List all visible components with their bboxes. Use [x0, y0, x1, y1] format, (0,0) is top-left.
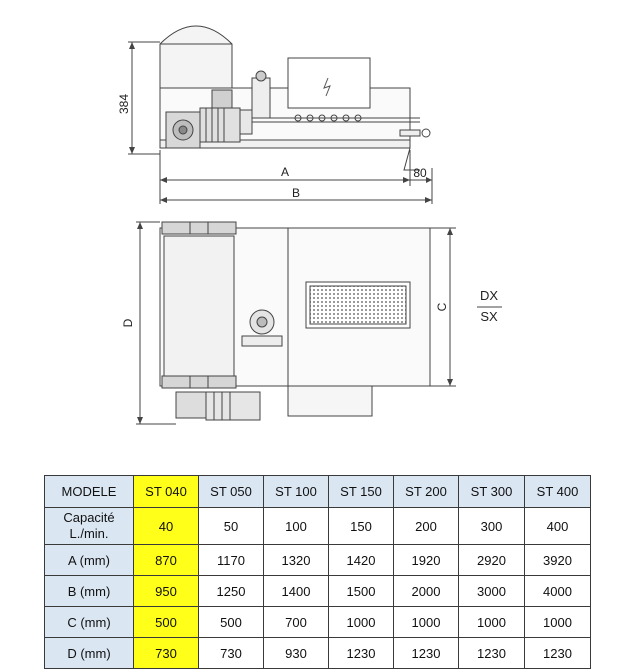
row-c [45, 607, 591, 638]
row-label-text: Capacité L./min. [63, 510, 115, 541]
row-label: D (mm) [45, 638, 134, 669]
row-d [45, 638, 591, 669]
table-cell: 870 [134, 545, 199, 576]
model-st200: ST 200 [394, 476, 459, 508]
table-cell: 1230 [394, 638, 459, 669]
table-cell: 3000 [459, 576, 525, 607]
table-cell: 2920 [459, 545, 525, 576]
table-cell: 500 [199, 607, 264, 638]
table-cell: 1250 [199, 576, 264, 607]
model-st050: ST 050 [199, 476, 264, 508]
side-sx-label: SX [480, 309, 498, 324]
table-cell: 3920 [525, 545, 591, 576]
table-cell: 930 [264, 638, 329, 669]
table-cell: 1420 [329, 545, 394, 576]
table-cell: 150 [329, 508, 394, 545]
table-cell: 1000 [394, 607, 459, 638]
table-cell: 100 [264, 508, 329, 545]
table-cell: 950 [134, 576, 199, 607]
dim-d-label: D [121, 318, 135, 328]
table-cell: 730 [134, 638, 199, 669]
side-dx-label: DX [479, 288, 499, 303]
table-cell: 40 [134, 508, 199, 545]
row-capacite [45, 508, 591, 545]
dim-height-label: 384 [117, 93, 131, 115]
row-b [45, 576, 591, 607]
table-cell: 2000 [394, 576, 459, 607]
table-cell: 300 [459, 508, 525, 545]
table-cell: 1230 [459, 638, 525, 669]
table-cell: 200 [394, 508, 459, 545]
row-label [45, 508, 134, 545]
row-a [45, 545, 591, 576]
table-cell: 4000 [525, 576, 591, 607]
table-cell: 500 [134, 607, 199, 638]
model-st300: ST 300 [459, 476, 525, 508]
model-spec-table [44, 475, 591, 669]
table-cell: 1400 [264, 576, 329, 607]
table-cell: 50 [199, 508, 264, 545]
model-st100: ST 100 [264, 476, 329, 508]
row-label: B (mm) [45, 576, 134, 607]
table-cell: 1230 [329, 638, 394, 669]
dim-a-label: A [280, 165, 290, 179]
top-view [136, 222, 502, 424]
table-cell: 700 [264, 607, 329, 638]
table-cell: 1000 [459, 607, 525, 638]
row-label: C (mm) [45, 607, 134, 638]
dim-80-label: 80 [413, 166, 427, 180]
table-cell: 1500 [329, 576, 394, 607]
header-label: MODELE [45, 476, 134, 508]
table-cell: 1170 [199, 545, 264, 576]
table-cell: 1230 [525, 638, 591, 669]
table-cell: 730 [199, 638, 264, 669]
table-cell: 1000 [329, 607, 394, 638]
model-st040: ST 040 [134, 476, 199, 508]
dim-c-label: C [435, 302, 449, 312]
table-cell: 400 [525, 508, 591, 545]
table-cell: 1920 [394, 545, 459, 576]
model-st150: ST 150 [329, 476, 394, 508]
row-label: A (mm) [45, 545, 134, 576]
dim-b-label: B [291, 186, 301, 200]
model-st400: ST 400 [525, 476, 591, 508]
header-row [45, 476, 591, 508]
table-cell: 1320 [264, 545, 329, 576]
table-cell: 1000 [525, 607, 591, 638]
